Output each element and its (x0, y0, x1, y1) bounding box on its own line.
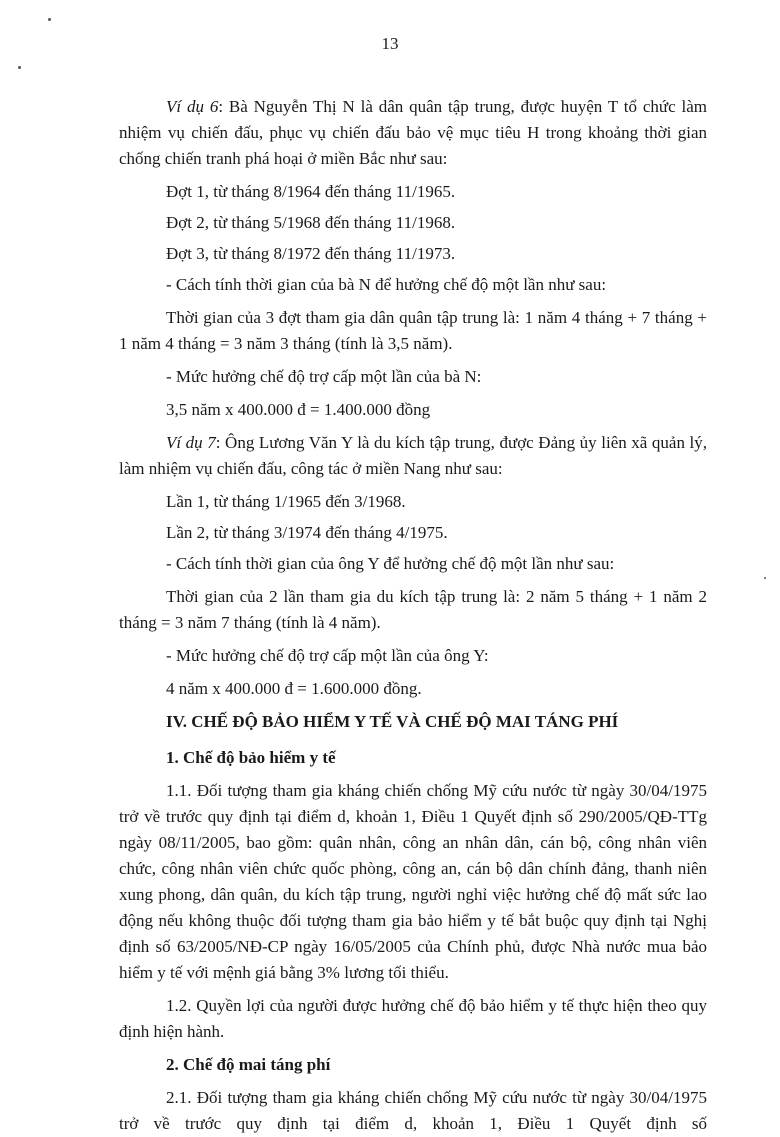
subsection-1-heading: 1. Chế độ bảo hiểm y tế (166, 748, 336, 767)
example-7-calc-heading: - Cách tính thời gian của ông Y để hưởng chế độ một lần như sau: (166, 554, 615, 573)
example-7-calc-text: Thời gian của 2 lần tham gia du kích tập trung là: 2 năm 5 tháng + 1 năm 2 tháng = 3 năm 7 tháng (tính là 4 năm). (119, 587, 707, 632)
document-body (119, 94, 707, 1137)
subsection-2-heading: 2. Chế độ mai táng phí (166, 1055, 331, 1074)
example-6-period-3: Đợt 3, từ tháng 8/1972 đến tháng 11/1973. (166, 244, 456, 263)
example-6-period-2: Đợt 2, từ tháng 5/1968 đến tháng 11/1968. (166, 213, 456, 232)
example-6-intro: Ví dụ 6: Bà Nguyễn Thị N là dân quân tập trung, được huyện T tổ chức làm nhiệm vụ chiến đấu, phục vụ chiến đấu bảo vệ mục tiêu H trong khoảng thời gian chống chiến tranh phá hoại ở miền Bắc như sau: (119, 97, 708, 168)
example-7-intro: Ví dụ 7: Ông Lương Văn Y là du kích tập trung, được Đảng ủy liên xã quản lý, làm nhiệm vụ chiến đấu, công tác ở miền Nang như sau: (119, 433, 708, 478)
example-7-label: Ví dụ 7 (166, 433, 216, 452)
paragraph-1-2: 1.2. Quyền lợi của người được hưởng chế độ bảo hiểm y tế thực hiện theo quy định hiện hành. (119, 996, 707, 1041)
scan-speck (18, 66, 21, 69)
page-number: 13 (381, 34, 399, 53)
example-6-calc-heading: - Cách tính thời gian của bà N để hưởng chế độ một lần như sau: (166, 275, 607, 294)
scan-speck (764, 577, 766, 579)
paragraph-2-1: 2.1. Đối tượng tham gia kháng chiến chống Mỹ cứu nước từ ngày 30/04/1975 trở về trước quy định tại điểm d, khoản 1, Điều 1 Quyết định số (119, 1088, 707, 1133)
paragraph-1-1: 1.1. Đối tượng tham gia kháng chiến chống Mỹ cứu nước từ ngày 30/04/1975 trở về trước quy định tại điểm d, khoản 1, Điều 1 Quyết định số 290/2005/QĐ-TTg ngày 08/11/2005, bao gồm: quân nhân, công an nhân dân, cán bộ, công nhân viên chức, công nhân viên chức quốc phòng, công an, cán bộ dân chính đảng, thanh niên xung phong, dân quân, du kích tập trung, người nghỉ việc hưởng chế độ mất sức lao động nếu không thuộc đối tượng tham gia bảo hiểm y tế bắt buộc quy định tại Nghị định số 63/2005/NĐ-CP ngày 16/05/2005 của Chính phủ, được Nhà nước mua bảo hiểm y tế với mệnh giá bằng 3% lương tối thiểu. (119, 781, 707, 982)
example-6-benefit-heading: - Mức hưởng chế độ trợ cấp một lần của bà N: (166, 367, 482, 386)
example-6-calc-text: Thời gian của 3 đợt tham gia dân quân tập trung là: 1 năm 4 tháng + 7 tháng + 1 năm 4 tháng = 3 năm 3 tháng (tính là 3,5 năm). (119, 308, 707, 353)
section-4-heading: IV. CHẾ ĐỘ BẢO HIỂM Y TẾ VÀ CHẾ ĐỘ MAI TÁNG PHÍ (166, 712, 619, 731)
example-6-benefit-text: 3,5 năm x 400.000 đ = 1.400.000 đồng (166, 400, 431, 419)
example-7-period-1: Lần 1, từ tháng 1/1965 đến 3/1968. (166, 492, 406, 511)
example-7-benefit-heading: - Mức hưởng chế độ trợ cấp một lần của ông Y: (166, 646, 489, 665)
example-7-benefit-text: 4 năm x 400.000 đ = 1.600.000 đồng. (166, 679, 422, 698)
scan-speck (48, 18, 51, 21)
example-6-label: Ví dụ 6 (166, 97, 219, 116)
example-6-period-1: Đợt 1, từ tháng 8/1964 đến tháng 11/1965. (166, 182, 456, 201)
example-7-period-2: Lần 2, từ tháng 3/1974 đến tháng 4/1975. (166, 523, 448, 542)
